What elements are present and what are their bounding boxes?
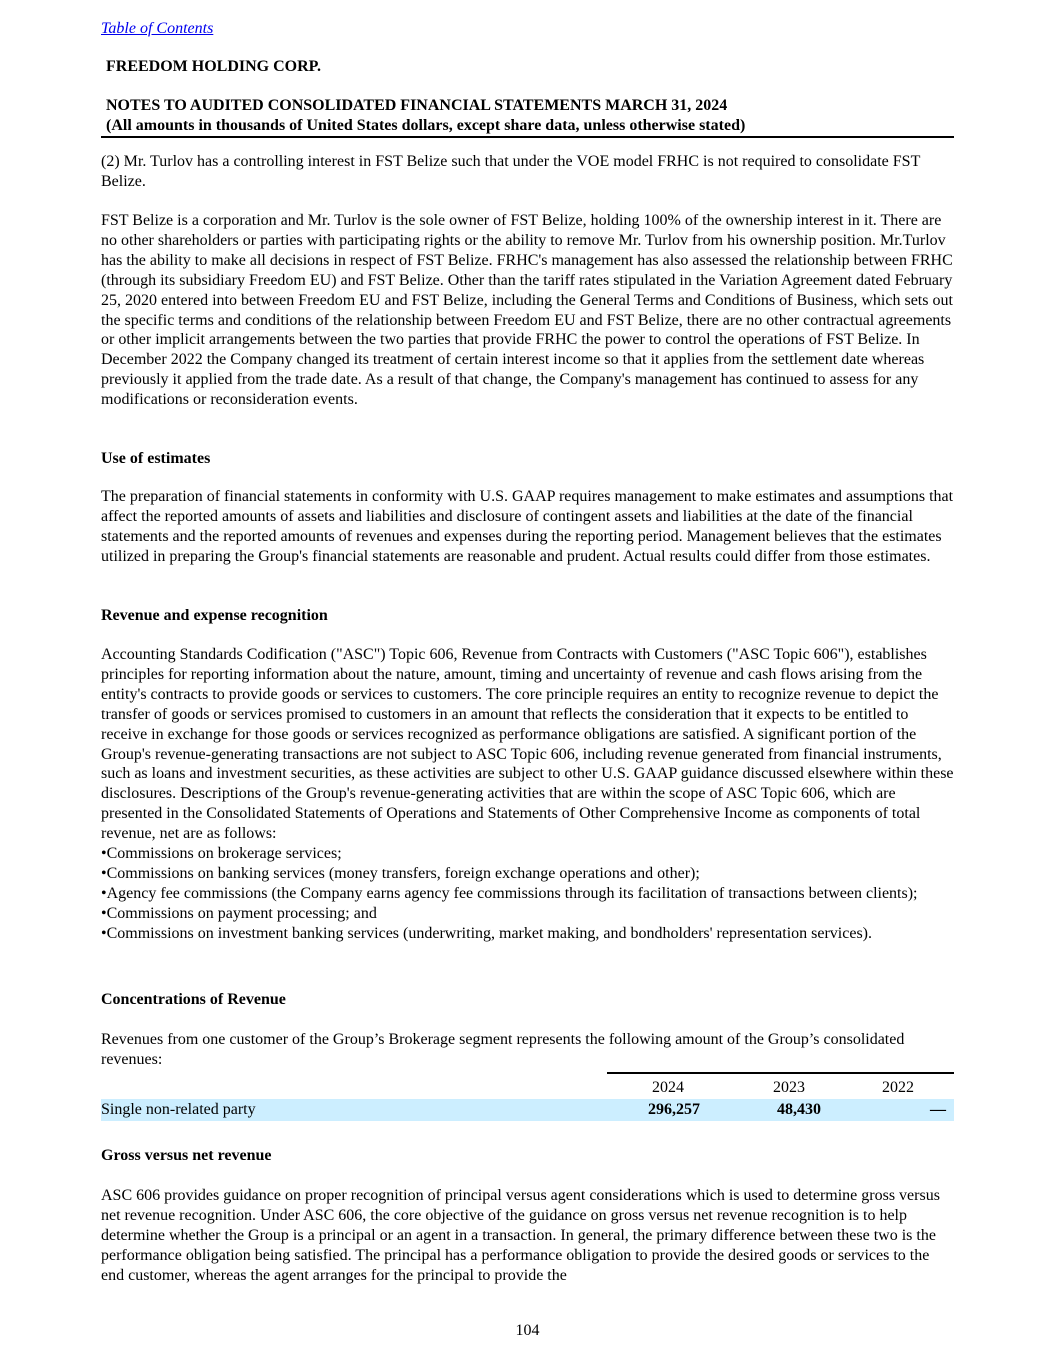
paragraph-use-of-estimates: The preparation of financial statements in conformity with U.S. GAAP requires management to make estimates and assumptions that affect the reported amounts of assets and liabilities and disclosure of contingent assets and liabilities at the date of the financial statements and the reported amounts of revenues and expenses during the reporting period. Management believes that the estimates utilized in preparing the Group's financial statements are reasonable and prudent. Actual results could differ from those estimates. (101, 488, 954, 565)
heading-revenue-recognition: Revenue and expense recognition (101, 607, 328, 624)
page-number: 104 (515, 1322, 540, 1339)
notes-subtitle: (All amounts in thousands of United States dollars, except share data, unless otherwise stated) (106, 117, 746, 134)
table-of-contents-link[interactable]: Table of Contents (101, 20, 214, 37)
heading-use-of-estimates: Use of estimates (101, 450, 211, 467)
revenue-activities-list (101, 844, 954, 944)
column-header-2024: 2024 (607, 1073, 712, 1099)
paragraph-gross-vs-net: ASC 606 provides guidance on proper recognition of principal versus agent considerations which is used to determine gross versus net revenue recognition. Under ASC 606, the core objective of the guidance on gross versus net revenue recognition is to help determine whether the Group is a principal or an agent in a transaction. In general, the primary difference between these two is the performance obligation being satisfied. The principal has a performance obligation to provide the desired goods or services to the end customer, whereas the agent arranges for the principal to provide the (101, 1187, 940, 1284)
row-label: Single non-related party (101, 1099, 607, 1121)
list-item: • Commissions on payment processing; and (101, 904, 954, 924)
heading-gross-vs-net: Gross versus net revenue (101, 1147, 272, 1164)
paragraph-fst-belize: FST Belize is a corporation and Mr. Turlov is the sole owner of FST Belize, holding 100% of the ownership interest in it. There are no other shareholders or parties with participating rights or the ability to remove Mr. Turlov from his ownership position. Mr.Turlov has the ability to make all decisions in respect of FST Belize. FRHC's management has also assessed the relationship between FRHC (through its subsidiary Freedom EU) and FST Belize. Other than the tariff rates stipulated in the Variation Agreement dated February 25, 2020 entered into between Freedom EU and FST Belize, including the General Terms and Conditions of Business, which sets out the specific terms and conditions of the relationship between Freedom EU and FST Belize, there are no other contractual agreements or other implicit arrangements between the two parties that provide FRHC the power to control the operations of FST Belize. In December 2022 the Company changed its treatment of certain interest income so that it applies from the settlement date whereas previously it applied from the trade date. As a result of that change, the Company's management has continued to assess for any modifications or reconsideration events. (101, 212, 953, 409)
list-item: • Agency fee commissions (the Company earns agency fee commissions through its facilitation of transactions between clients); (101, 884, 954, 904)
value-2024: 296,257 (607, 1099, 712, 1121)
column-header-2022: 2022 (829, 1073, 954, 1099)
paragraph-concentrations: Revenues from one customer of the Group’s Brokerage segment represents the following amount of the Group’s consolidated revenues: (101, 1031, 905, 1068)
header-divider (101, 136, 954, 138)
notes-title: NOTES TO AUDITED CONSOLIDATED FINANCIAL STATEMENTS MARCH 31, 2024 (106, 97, 728, 114)
revenue-recognition-section (101, 645, 954, 944)
table-row (101, 1099, 954, 1121)
heading-concentrations: Concentrations of Revenue (101, 991, 286, 1008)
notes-header (106, 96, 745, 136)
list-item: • Commissions on investment banking services (underwriting, market making, and bondholders' representation services). (101, 924, 954, 944)
value-2022: — (829, 1099, 954, 1121)
table-header-row (101, 1073, 954, 1099)
column-header-2023: 2023 (712, 1073, 829, 1099)
value-2023: 48,430 (712, 1099, 829, 1121)
list-item: • Commissions on brokerage services; (101, 844, 954, 864)
company-name: FREEDOM HOLDING CORP. (106, 58, 321, 75)
paragraph-turlov-control: (2) Mr. Turlov has a controlling interest in FST Belize such that under the VOE model FRHC is not required to consolidate FST Belize. (101, 153, 921, 190)
revenue-concentration-table (101, 1072, 954, 1121)
list-item: • Commissions on banking services (money transfers, foreign exchange operations and other); (101, 864, 954, 884)
paragraph-revenue-recognition: Accounting Standards Codification ("ASC") Topic 606, Revenue from Contracts with Customers ("ASC Topic 606"), establishes principles for reporting information about the nature, amount, timing and uncertainty of revenue and cash flows arising from the entity's contracts to provide goods or services to customers. The core principle requires an entity to recognize revenue to depict the transfer of goods or services promised to customers in an amount that reflects the consideration that it expects to be entitled to receive in exchange for those goods or services recognized as performance obligations are satisfied. A significant portion of the Group's revenue-generating transactions are not subject to ASC Topic 606, including revenue generated from financial instruments, such as loans and investment securities, as these activities are subject to other U.S. GAAP guidance discussed elsewhere within these disclosures. Descriptions of the Group's revenue-generating activities that are within the scope of ASC Topic 606, which are presented in the Consolidated Statements of Operations and Statements of Other Comprehensive Income as components of total revenue, net are as follows: (101, 646, 954, 843)
